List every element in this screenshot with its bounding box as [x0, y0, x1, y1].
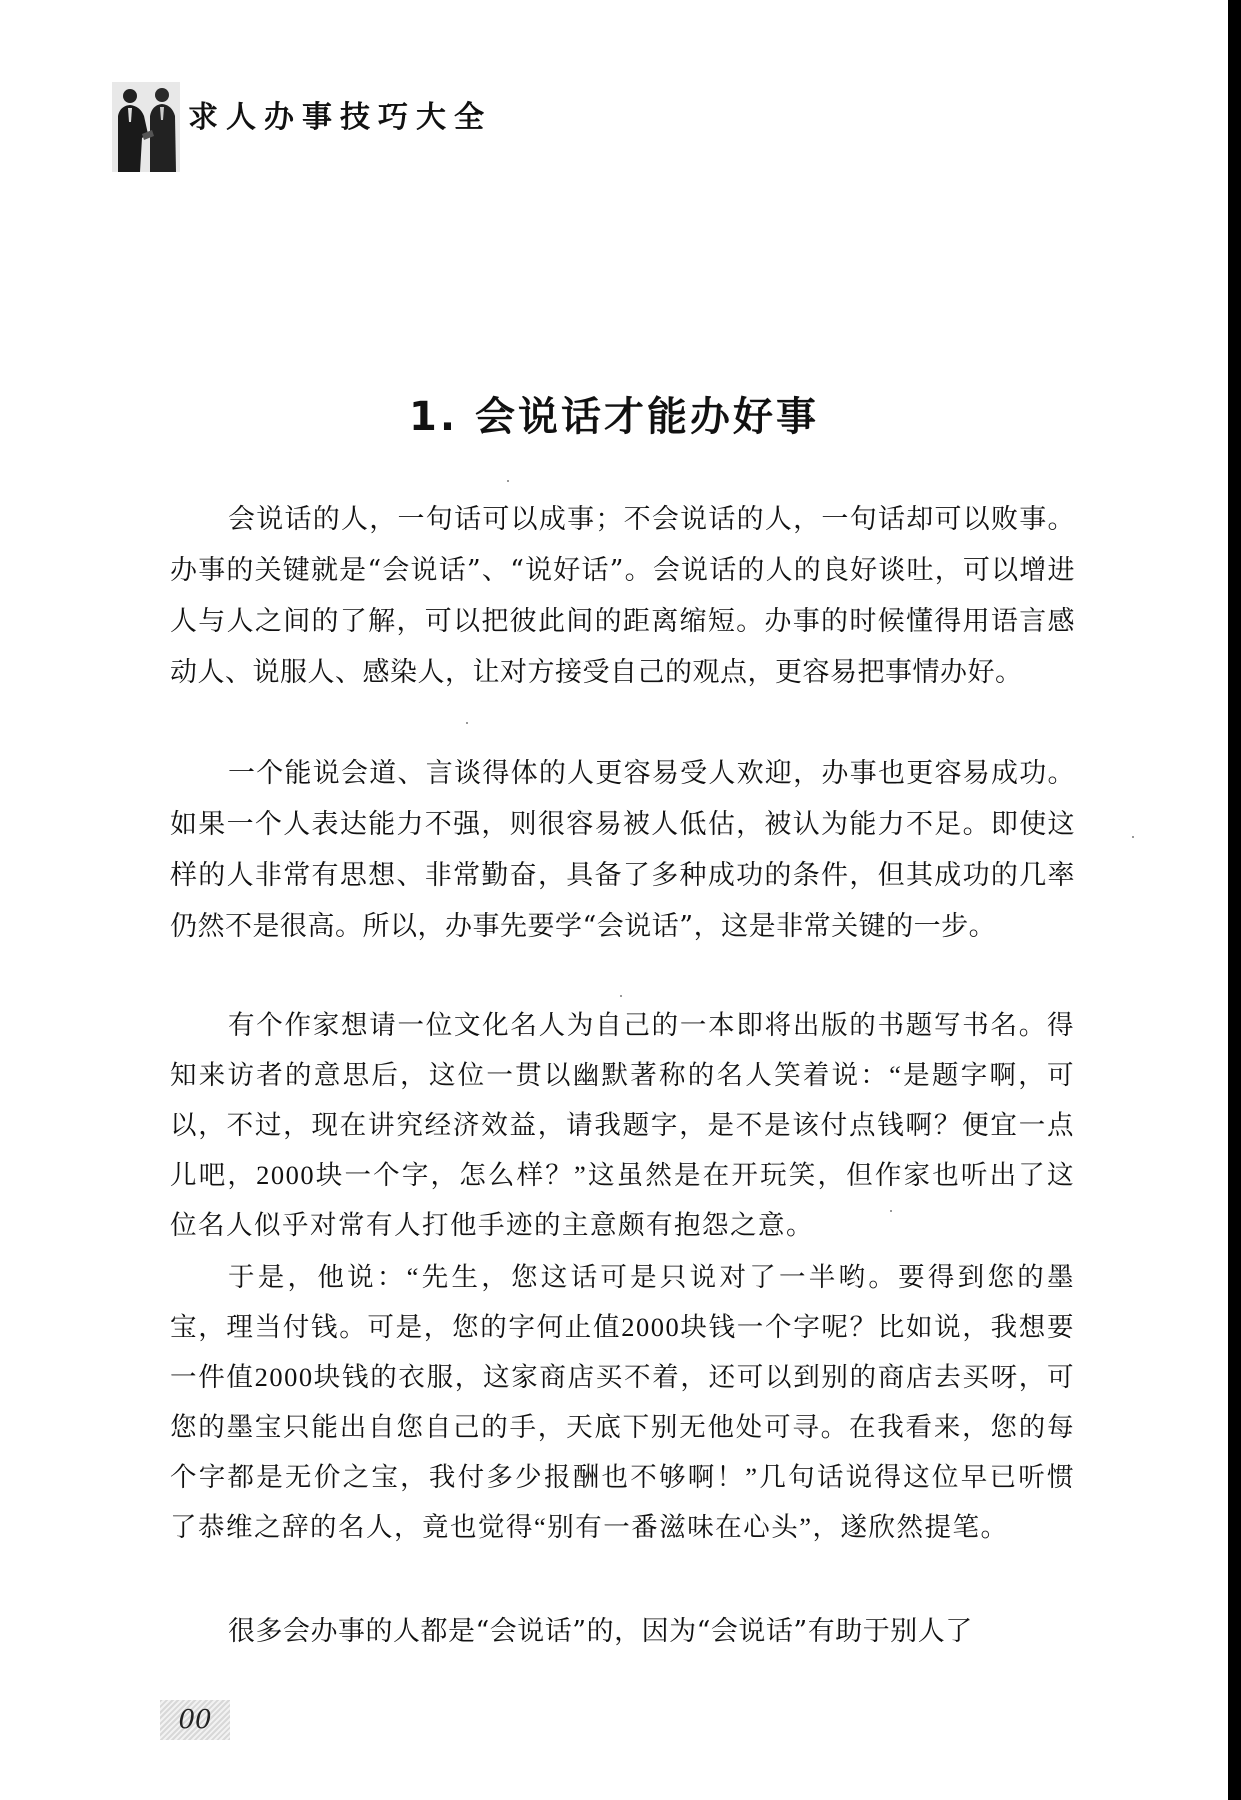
body-paragraph-1: 会说话的人，一句话可以成事；不会说话的人，一句话却可以败事。办事的关键就是“会说话”、“说好话”。会说话的人的良好谈吐，可以增进人与人之间的了解，可以把彼此间的距离缩短。办事的时候懂得用语言感动人、说服人、感染人，让对方接受自己的观点，更容易把事情办好。 [170, 504, 1075, 688]
body-paragraph-3: 很多会办事的人都是“会说话”的，因为“会说话”有助于别人了 [228, 1616, 973, 1647]
body-paragraph-2: 一个能说会道、言谈得体的人更容易受人欢迎，办事也更容易成功。如果一个人表达能力不强，则很容易被人低估，被认为能力不足。即使这样的人非常有思想、非常勤奋，具备了多种成功的条件，但其成功的几率仍然不是很高。所以，办事先要学“会说话”，这是非常关键的一步。 [170, 758, 1075, 942]
two-men-shaking-hands-photo [112, 82, 180, 172]
scan-edge-border [1228, 0, 1241, 1800]
story-paragraph-2: 于是，他说：“先生，您这话可是只说对了一半哟。要得到您的墨宝，理当付钱。可是，您的字何止值2000块钱一个字呢？比如说，我想要一件值2000块钱的衣服，这家商店买不着，还可以到别的商店去买呀，可您的墨宝只能出自您自己的手，天底下别无他处可寻。在我看来，您的每个字都是无价之宝，我付多少报酬也不够啊！”几句话说得这位早已听惯了恭维之辞的名人，竟也觉得“别有一番滋味在心头”，遂欣然提笔。 [170, 1262, 1075, 1542]
scan-speck [466, 722, 468, 724]
scan-speck [890, 1210, 892, 1212]
scan-speck [620, 995, 622, 997]
scan-speck [507, 480, 509, 482]
chapter-title: 1. 会说话才能办好事 [409, 394, 819, 440]
running-header-title: 求人办事技巧大全 [188, 100, 492, 130]
scan-speck [1132, 836, 1134, 838]
page-number: 00 [160, 1700, 230, 1740]
story-paragraph-1: 有个作家想请一位文化名人为自己的一本即将出版的书题写书名。得知来访者的意思后，这位一贯以幽默著称的名人笑着说：“是题字啊，可以，不过，现在讲究经济效益，请我题字，是不是该付点钱啊？便宜一点儿吧，2000块一个字，怎么样？”这虽然是在开玩笑，但作家也听出了这位名人似乎对常有人打他手迹的主意颇有抱怨之意。 [170, 1010, 1075, 1240]
